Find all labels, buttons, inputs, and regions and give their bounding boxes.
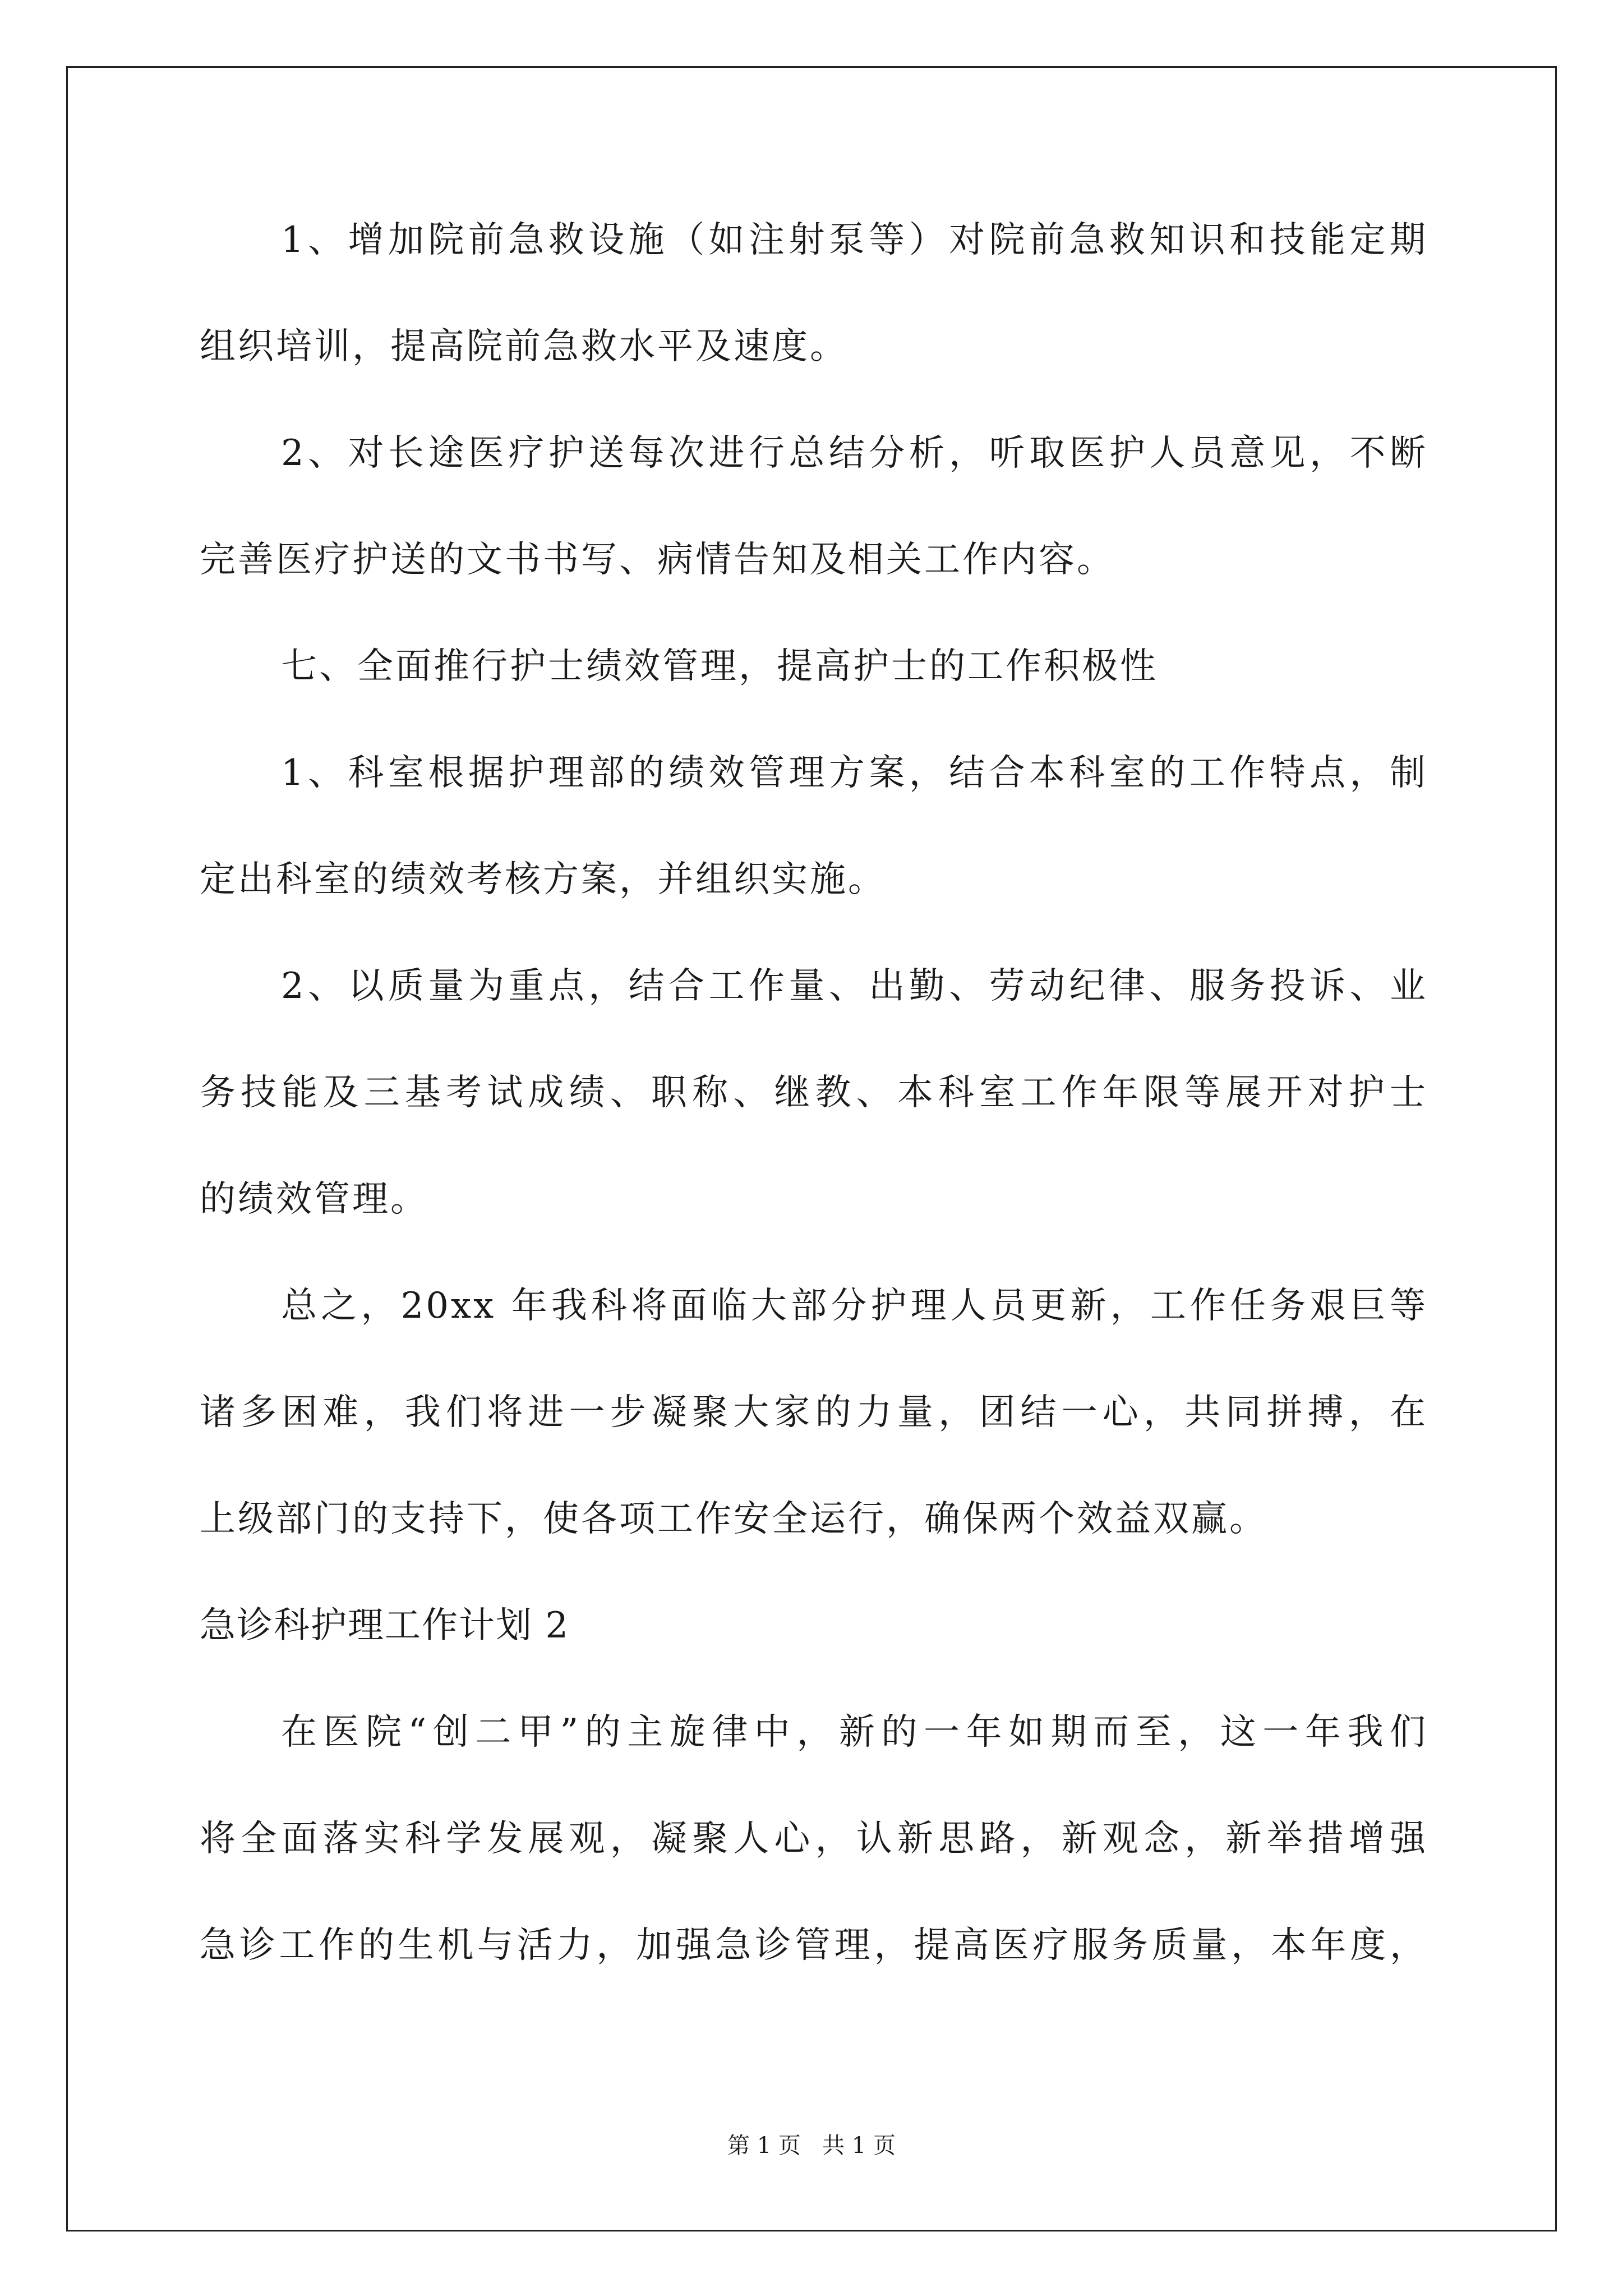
paragraph-line: 组织培训，提高院前急救水平及速度。 <box>200 326 848 367</box>
section-heading: 七、全面推行护士绩效管理，提高护士的工作积极性 <box>281 646 1158 687</box>
paragraph-line: 总之，20xx 年我科将面临大部分护理人员更新，工作任务艰巨等 <box>281 1285 1428 1327</box>
document-subtitle: 急诊科护理工作计划 2 <box>200 1605 570 1646</box>
paragraph-line: 急诊工作的生机与活力，加强急诊管理，提高医疗服务质量，本年度， <box>200 1925 1428 1966</box>
paragraph-line: 1、增加院前急救设施（如注射泵等）对院前急救知识和技能定期 <box>281 219 1428 261</box>
page-border <box>66 66 1557 2231</box>
paragraph-line: 在医院“创二甲”的主旋律中，新的一年如期而至，这一年我们 <box>281 1711 1428 1753</box>
paragraph-line: 诸多困难，我们将进一步凝聚大家的力量，团结一心，共同拼搏，在 <box>200 1392 1428 1433</box>
paragraph-line: 2、对长途医疗护送每次进行总结分析，听取医护人员意见，不断 <box>281 432 1428 474</box>
paragraph-line: 上级部门的支持下，使各项工作安全运行，确保两个效益双赢。 <box>200 1498 1267 1540</box>
paragraph-line: 的绩效管理。 <box>200 1179 428 1220</box>
page-footer: 第 1 页 共 1 页 <box>727 2133 896 2159</box>
paragraph-line: 将全面落实科学发展观，凝聚人心，认新思路，新观念，新举措增强 <box>200 1818 1428 1860</box>
paragraph-line: 1、科室根据护理部的绩效管理方案，结合本科室的工作特点，制 <box>281 752 1428 794</box>
paragraph-line: 完善医疗护送的文书书写、病情告知及相关工作内容。 <box>200 539 1115 581</box>
paragraph-line: 务技能及三基考试成绩、职称、继教、本科室工作年限等展开对护士 <box>200 1072 1428 1114</box>
paragraph-line: 定出科室的绩效考核方案，并组织实施。 <box>200 859 886 900</box>
paragraph-line: 2、以质量为重点，结合工作量、出勤、劳动纪律、服务投诉、业 <box>281 965 1428 1007</box>
